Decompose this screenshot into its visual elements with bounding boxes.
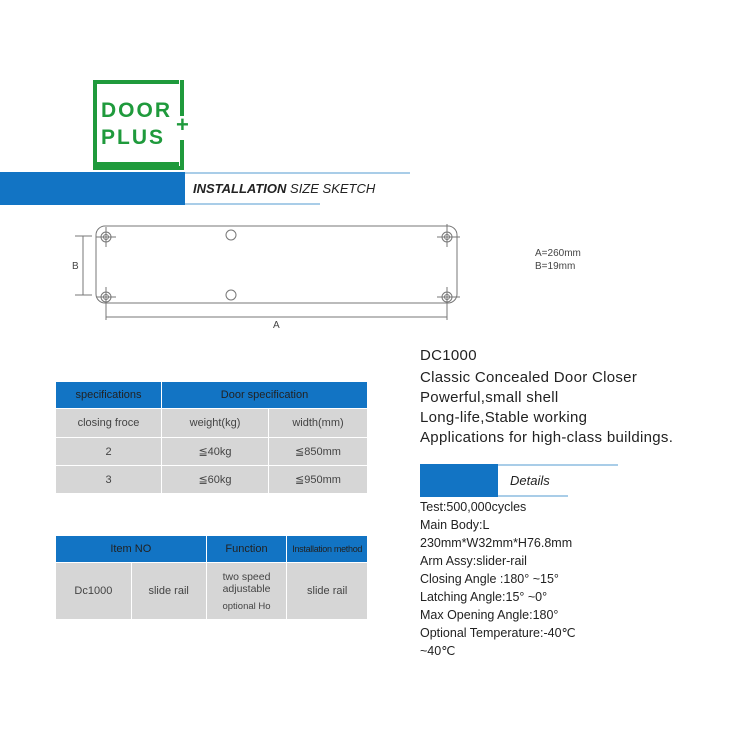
header-specifications: specifications bbox=[56, 382, 162, 409]
detail-line: ~40℃ bbox=[420, 644, 456, 658]
cell-item: Dc1000 bbox=[56, 563, 132, 620]
details-bar bbox=[420, 464, 498, 497]
logo-line2: PLUS bbox=[101, 126, 166, 149]
detail-line: Closing Angle :180° ~15° bbox=[420, 572, 559, 586]
table-row bbox=[56, 438, 368, 466]
product-line: Classic Concealed Door Closer bbox=[420, 369, 638, 386]
header-item-no: Item NO bbox=[56, 536, 207, 563]
table-row bbox=[56, 466, 368, 494]
spec-table bbox=[55, 381, 368, 494]
dim-a: A=260mm bbox=[535, 248, 581, 259]
section-title-rest: SIZE SKETCH bbox=[286, 181, 376, 196]
logo-line1: DOOR bbox=[101, 99, 172, 122]
dim-b: B=19mm bbox=[535, 261, 576, 272]
cell-method: slide rail bbox=[287, 563, 368, 620]
detail-line: Max Opening Angle:180° bbox=[420, 608, 559, 622]
hole bbox=[226, 290, 236, 300]
divider bbox=[498, 495, 568, 497]
subheader: width(mm) bbox=[269, 409, 368, 438]
label-a: A bbox=[273, 320, 280, 331]
product-model: DC1000 bbox=[420, 347, 477, 364]
header-installation: Installation method bbox=[287, 536, 368, 563]
detail-line: Main Body:L bbox=[420, 518, 490, 532]
label-b: B bbox=[72, 261, 79, 272]
divider bbox=[498, 464, 618, 466]
details-title: Details bbox=[510, 473, 550, 488]
table-row bbox=[56, 563, 368, 620]
product-line: Long-life,Stable working bbox=[420, 409, 588, 426]
cell: ≦60kg bbox=[162, 466, 269, 494]
detail-line: Arm Assy:slider-rail bbox=[420, 554, 527, 568]
detail-line: Test:500,000cycles bbox=[420, 500, 527, 514]
cell: 3 bbox=[56, 466, 162, 494]
detail-line: Optional Temperature:-40℃ bbox=[420, 626, 576, 640]
hole bbox=[226, 230, 236, 240]
mounting-plate bbox=[96, 226, 457, 303]
cell: ≦850mm bbox=[269, 438, 368, 466]
cell-function: two speed adjustable bbox=[222, 570, 271, 595]
product-line: Applications for high-class buildings. bbox=[420, 429, 674, 446]
item-table bbox=[55, 535, 368, 620]
cell: 2 bbox=[56, 438, 162, 466]
header-function: Function bbox=[206, 536, 287, 563]
installation-sketch bbox=[0, 0, 750, 340]
cell-type: slide rail bbox=[131, 563, 206, 620]
cell: ≦40kg bbox=[162, 438, 269, 466]
subheader: closing froce bbox=[56, 409, 162, 438]
header-door-spec: Door specification bbox=[162, 382, 368, 409]
logo-plus: + bbox=[176, 112, 191, 137]
cell-function-note: optional Ho bbox=[222, 600, 271, 612]
product-line: Powerful,small shell bbox=[420, 389, 559, 406]
subheader: weight(kg) bbox=[162, 409, 269, 438]
cell: ≦950mm bbox=[269, 466, 368, 494]
detail-line: 230mm*W32mm*H76.8mm bbox=[420, 536, 573, 550]
screw-holes bbox=[96, 224, 460, 320]
section-title-bold: INSTALLATION bbox=[193, 181, 287, 196]
detail-line: Latching Angle:15° ~0° bbox=[420, 590, 548, 604]
